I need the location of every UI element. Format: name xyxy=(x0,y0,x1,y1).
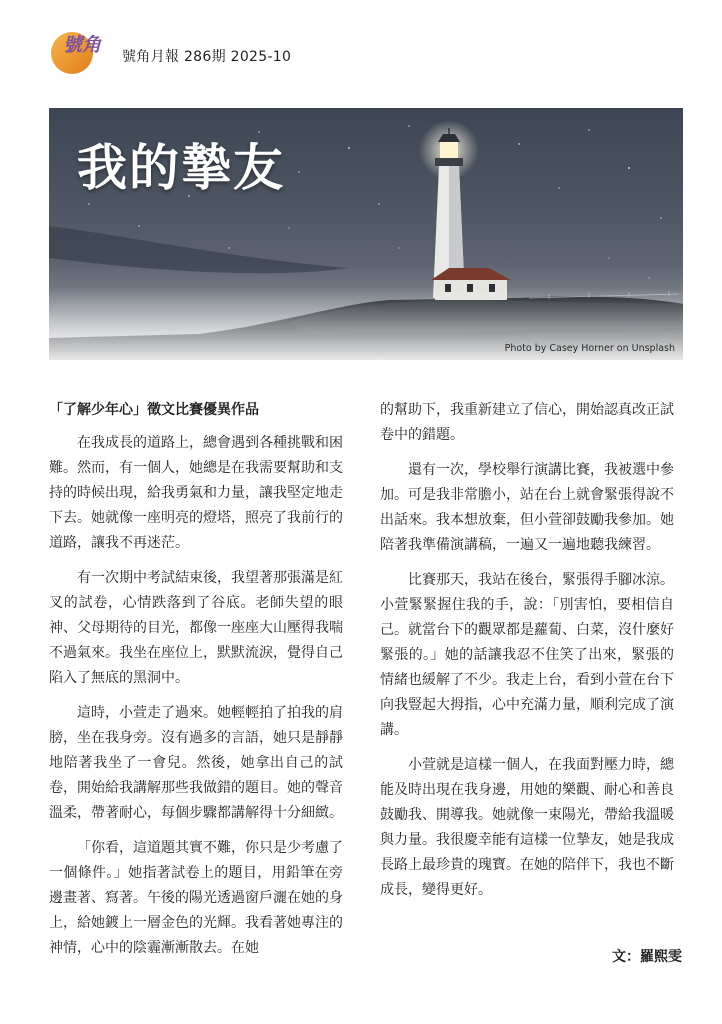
paragraph: 比賽那天，我站在後台，緊張得手腳冰涼。小萱緊緊握住我的手，說：「別害怕，要相信自己。就當台下的觀眾都是蘿蔔、白菜，沒什麼好緊張的。」她的話讓我忍不住笑了出來，緊張的情緒也緩解了不少。我走上台，看到小萱在台下向我豎起大拇指，心中充滿力量，順利完成了演講。 xyxy=(380,572,674,738)
paragraph: 小萱就是這樣一個人，在我面對壓力時，總能及時出現在我身邊，用她的樂觀、耐心和善良鼓勵我、開導我。她就像一束陽光，帶給我溫暖與力量。我很慶幸能有這樣一位摯友，她是我成長路上最珍貴的瑰寶。在她的陪伴下，我也不斷成長，變得更好。 xyxy=(380,757,674,898)
article-column-left xyxy=(49,398,343,971)
paragraph: 「你看，這道題其實不難，你只是少考慮了一個條件。」她指著試卷上的題目，用鉛筆在旁邊畫著、寫著。午後的陽光透過窗戶灑在她的身上，給她鍍上一層金色的光輝。我看著她專注的神情，心中的陰霾漸漸散去。在她 xyxy=(49,840,343,956)
hero-banner xyxy=(49,108,683,360)
article-subtitle: 「了解少年心」徵文比賽優異作品 xyxy=(49,402,259,418)
paragraph: 在我成長的道路上，總會遇到各種挑戰和困難。然而，有一個人，她總是在我需要幫助和支持的時候出現，給我勇氣和力量，讓我堅定地走下去。她就像一座明亮的燈塔，照亮了我前行的道路，讓我不再迷茫。 xyxy=(49,435,343,551)
paragraph: 這時，小萱走了過來。她輕輕拍了拍我的肩膀，坐在我身旁。沒有過多的言語，她只是靜靜地陪著我坐了一會兒。然後，她拿出自己的試卷，開始給我講解那些我做錯的題目。她的聲音溫柔，帶著耐心，每個步驟都講解得十分細緻。 xyxy=(49,705,343,821)
paragraph: 有一次期中考試結束後，我望著那張滿是紅叉的試卷，心情跌落到了谷底。老師失望的眼神、父母期待的目光，都像一座座大山壓得我喘不過氣來。我坐在座位上，默默流淚，覺得自己陷入了無底的黑洞中。 xyxy=(49,570,343,686)
logo-horn-icon xyxy=(50,26,114,80)
paragraph: 還有一次，學校舉行演講比賽，我被選中參加。可是我非常膽小，站在台上就會緊張得說不出話來。我本想放棄，但小萱卻鼓勵我參加。她陪著我準備演講稿，一遍又一遍地聽我練習。 xyxy=(380,462,674,553)
paragraph-continuation: 的幫助下，我重新建立了信心，開始認真改正試卷中的錯題。 xyxy=(380,402,674,443)
magazine-logo xyxy=(50,26,114,80)
photo-credit: Photo by Casey Horner on Unsplash xyxy=(504,343,675,354)
article-title: 我的摯友 xyxy=(77,139,285,197)
article-column-right xyxy=(380,398,674,913)
logo-text: 號角 xyxy=(63,34,102,56)
issue-info: 號角月報 286期 2025-10 xyxy=(122,49,292,65)
author-byline: 文：羅熙雯 xyxy=(612,949,682,965)
